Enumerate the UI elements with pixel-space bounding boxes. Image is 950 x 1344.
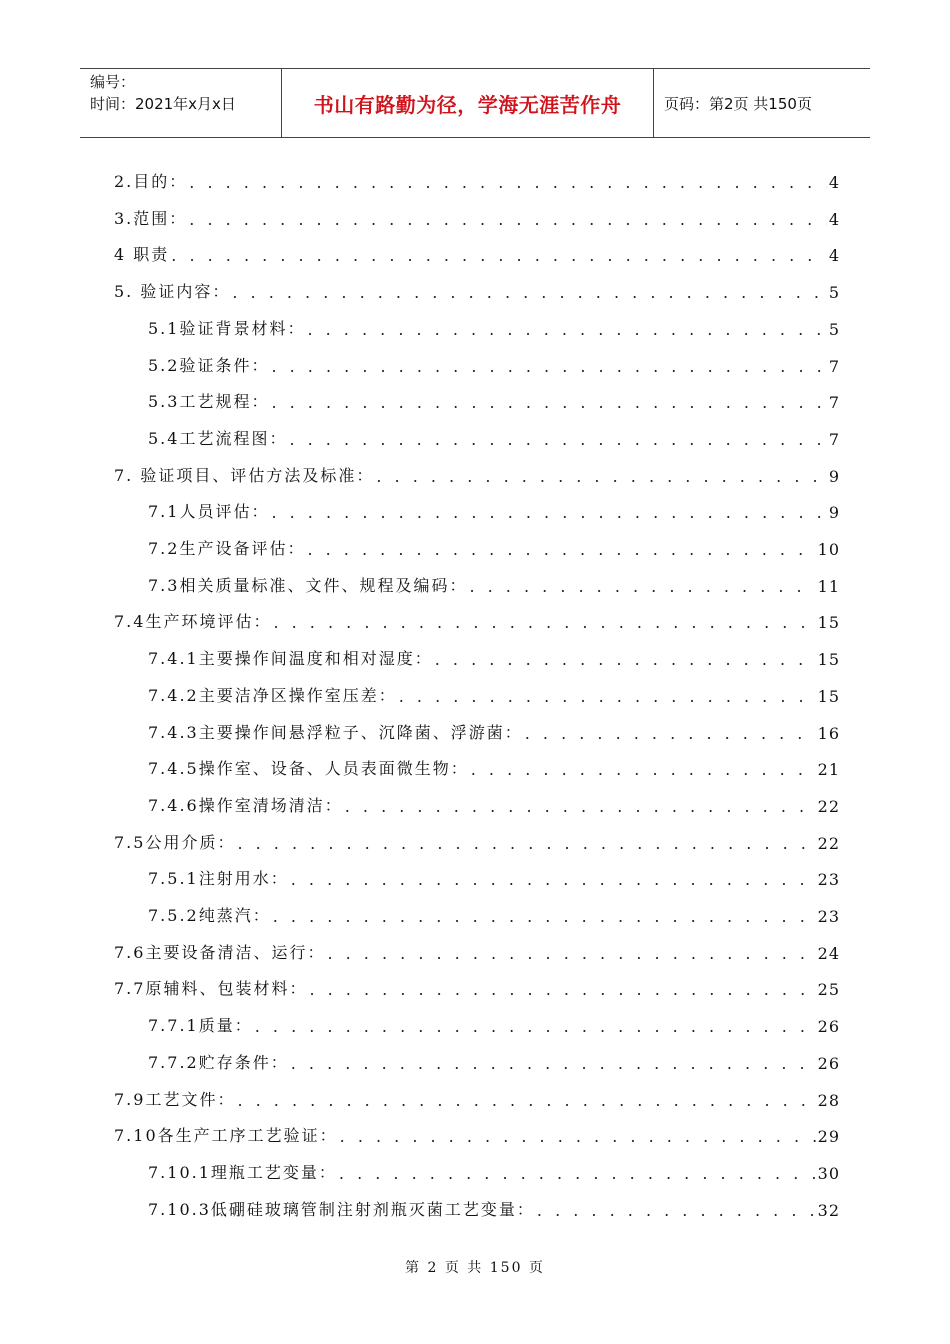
toc-entry[interactable] (148, 1012, 840, 1036)
toc-entry-label: 2.目的： (114, 172, 188, 191)
toc-entry-page: 24 (817, 943, 840, 963)
toc-entry[interactable] (148, 388, 840, 412)
toc-leader-dots (376, 467, 826, 486)
toc-entry[interactable] (148, 682, 840, 706)
toc-entry-label: 7.1人员评估： (148, 502, 270, 522)
toc-entry[interactable] (148, 1049, 840, 1073)
toc-entry[interactable] (114, 462, 840, 486)
toc-leader-dots (307, 320, 826, 339)
toc-entry-label: 7.10.1理瓶工艺变量： (148, 1162, 337, 1182)
toc-leader-dots (189, 210, 827, 229)
toc-entry[interactable] (114, 241, 840, 265)
toc-leader-dots (189, 173, 827, 192)
toc-entry-label: 7.4.1主要操作间温度和相对湿度： (148, 649, 433, 669)
toc-entry[interactable] (114, 975, 840, 999)
toc-leader-dots (237, 834, 815, 853)
toc-leader-dots (309, 980, 815, 999)
toc-entry[interactable] (148, 425, 840, 449)
toc-entry[interactable] (148, 865, 840, 889)
toc-entry-label: 7.4生产环境评估： (114, 612, 272, 632)
toc-entry-page: 23 (817, 870, 840, 890)
toc-entry-page: 21 (817, 760, 840, 780)
toc-entry-page: 15 (817, 650, 840, 670)
toc-entry-label: 7.7.2贮存条件： (148, 1052, 289, 1072)
toc-entry-page: 9 (828, 503, 840, 523)
toc-leader-dots (345, 797, 816, 816)
toc-entry[interactable] (114, 205, 840, 229)
toc-entry-page: 28 (817, 1090, 840, 1110)
toc-entry[interactable] (114, 1122, 840, 1146)
toc-entry-page: 22 (817, 796, 840, 816)
toc-leader-dots (273, 907, 816, 926)
toc-entry-label: 7.7原辅料、包装材料： (114, 979, 308, 999)
toc-entry-page: 11 (817, 576, 840, 596)
toc-entry-label: 4 职责 (114, 245, 170, 265)
page-footer: 第 2 页 共 150 页 (405, 1260, 545, 1276)
toc-entry[interactable] (148, 792, 840, 816)
toc-entry-label: 7.5.1注射用水： (148, 869, 289, 889)
toc-entry-label: 7.10各生产工序工艺验证： (114, 1126, 338, 1146)
toc-leader-dots (232, 283, 826, 302)
toc-entry-page: 5 (828, 283, 840, 303)
toc-entry-page: 9 (828, 466, 840, 486)
toc-entry[interactable] (148, 1196, 840, 1220)
document-date: 时间：2021年x月x日 (90, 95, 236, 113)
toc-leader-dots (537, 1201, 816, 1220)
document-number-label: 编号： (90, 73, 136, 91)
toc-entry-label: 7.5公用介质： (114, 832, 236, 852)
toc-leader-dots (291, 1054, 816, 1073)
toc-entry-page: 4 (828, 246, 840, 266)
toc-entry-label: 5.1验证背景材料： (148, 318, 306, 338)
toc-leader-dots (273, 613, 815, 632)
toc-entry-page: 4 (828, 173, 840, 192)
toc-entry[interactable] (148, 572, 840, 596)
toc-entry-page: 30 (817, 1163, 840, 1183)
toc-entry[interactable] (114, 939, 840, 963)
toc-entry[interactable] (148, 719, 840, 743)
toc-entry-page: 15 (817, 686, 840, 706)
toc-entry-label: 7.2生产设备评估： (148, 539, 306, 558)
toc-leader-dots (525, 724, 816, 743)
toc-leader-dots (171, 246, 827, 265)
toc-entry[interactable] (114, 278, 840, 302)
toc-entry-page: 4 (828, 209, 840, 229)
toc-entry[interactable] (148, 315, 840, 339)
toc-entry-label: 7.4.6操作室清场清洁： (148, 795, 343, 815)
toc-entry-page: 10 (817, 540, 840, 559)
toc-leader-dots (255, 1017, 816, 1036)
toc-entry-label: 5.4工艺流程图： (148, 428, 288, 448)
toc-leader-dots (435, 650, 816, 669)
toc-entry[interactable] (148, 902, 840, 926)
toc-entry-page: 7 (828, 356, 840, 376)
toc-entry-label: 7.7.1质量： (148, 1016, 253, 1036)
toc-entry[interactable] (148, 755, 840, 779)
toc-entry-label: 7.4.2主要洁净区操作室压差： (148, 685, 397, 705)
toc-entry[interactable] (114, 1086, 840, 1110)
toc-leader-dots (340, 1127, 816, 1146)
toc-entry[interactable] (148, 352, 840, 376)
toc-entry-page: 26 (817, 1017, 840, 1037)
toc-leader-dots (339, 1164, 816, 1183)
toc-entry-label: 7.9工艺文件： (114, 1089, 236, 1109)
toc-entry-page: 29 (817, 1127, 840, 1147)
toc-leader-dots (399, 687, 816, 706)
toc-leader-dots (271, 357, 826, 376)
toc-entry[interactable] (148, 1159, 840, 1183)
toc-entry-page: 32 (817, 1200, 840, 1220)
toc-entry-label: 7. 验证项目、评估方法及标准： (114, 465, 375, 485)
toc-entry[interactable] (148, 645, 840, 669)
toc-entry-page: 7 (828, 393, 840, 413)
toc-entry[interactable] (114, 168, 840, 192)
toc-entry-label: 7.5.2纯蒸汽： (148, 906, 271, 925)
toc-entry-page: 26 (817, 1053, 840, 1073)
toc-entry-page: 25 (817, 980, 840, 1000)
toc-entry-page: 22 (817, 833, 840, 853)
toc-entry-label: 7.4.5操作室、设备、人员表面微生物： (148, 759, 469, 779)
toc-entry-page: 5 (828, 319, 840, 339)
toc-leader-dots (271, 393, 826, 412)
toc-leader-dots (291, 870, 816, 889)
toc-entry-page: 16 (817, 723, 840, 743)
toc-entry-label: 3.范围： (114, 208, 188, 228)
toc-entry[interactable] (114, 608, 840, 632)
toc-entry[interactable] (148, 498, 840, 522)
toc-entry-label: 7.4.3主要操作间悬浮粒子、沉降菌、浮游菌： (148, 722, 523, 742)
toc-leader-dots (271, 503, 826, 522)
header-motto: 书山有路勤为径，学海无涯苦作舟 (313, 92, 622, 117)
header-page-info: 页码：第2页 共150页 (664, 94, 812, 113)
toc-leader-dots (289, 430, 826, 449)
toc-entry-label: 5. 验证内容： (114, 282, 231, 302)
toc-leader-dots (307, 540, 815, 559)
toc-entry-label: 7.10.3低硼硅玻璃管制注射剂瓶灭菌工艺变量： (148, 1199, 535, 1219)
toc-entry[interactable] (148, 535, 840, 559)
toc-entry-label: 7.6主要设备清洁、运行： (114, 942, 326, 962)
toc-leader-dots (237, 1091, 815, 1110)
toc-entry-label: 5.2验证条件： (148, 355, 270, 375)
toc-entry-page: 15 (817, 613, 840, 633)
toc-entry[interactable] (114, 829, 840, 853)
toc-leader-dots (469, 577, 815, 596)
toc-entry-page: 23 (817, 907, 840, 926)
toc-entry-label: 5.3工艺规程： (148, 392, 270, 412)
toc-leader-dots (327, 944, 815, 963)
toc-entry-page: 7 (828, 429, 840, 449)
toc-leader-dots (471, 760, 816, 779)
toc-entry-label: 7.3相关质量标准、文件、规程及编码： (148, 575, 468, 595)
